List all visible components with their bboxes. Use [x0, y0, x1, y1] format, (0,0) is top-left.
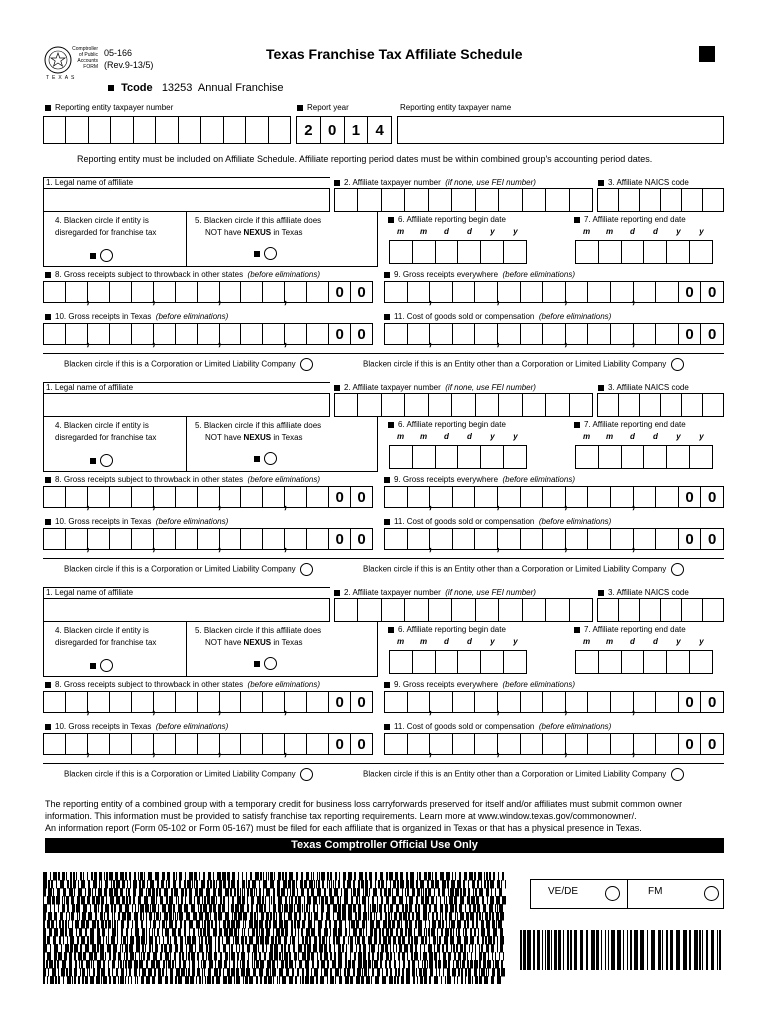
taxpayer-number-label: 2. Affiliate taxpayer number (if none, use FEI number)	[334, 383, 536, 392]
begin-date-label: 6. Affiliate reporting begin date	[388, 215, 506, 224]
naics-code-input[interactable]	[597, 188, 724, 212]
cogs-label: 11. Cost of goods sold or compensation (before eliminations)	[384, 517, 611, 526]
end-date-input[interactable]	[575, 240, 713, 264]
disregarded-label: 4. Blacken circle if entity is disregarded for franchise tax	[55, 421, 157, 442]
square-marker-icon	[45, 272, 51, 278]
begin-date-label: 6. Affiliate reporting begin date	[388, 420, 506, 429]
legal-name-label: 1. Legal name of affiliate	[46, 178, 134, 187]
barcode-right	[520, 930, 724, 970]
year-digit: 4	[375, 121, 384, 139]
year-digit: 1	[345, 117, 369, 143]
other-entity-option[interactable]: Blacken circle if this is an Entity other than a Corporation or Limited Liability Company	[363, 563, 684, 576]
year-digit: 0	[321, 117, 345, 143]
square-marker-icon	[254, 661, 260, 667]
throwback-receipts-input[interactable]	[43, 486, 373, 508]
affiliate-taxpayer-number-input[interactable]	[334, 598, 593, 622]
everywhere-label: 9. Gross receipts everywhere (before eliminations)	[384, 270, 575, 279]
texas-receipts-input[interactable]	[43, 733, 373, 755]
vede-label: VE/DE	[548, 886, 579, 897]
cents-digit: 0	[329, 487, 351, 507]
fm-circle[interactable]	[704, 885, 719, 903]
cents-digit: 0	[357, 693, 366, 711]
nexus-label: 5. Blacken circle if this affiliate does NOT have NEXUS in Texas	[195, 421, 322, 442]
begin-date-input[interactable]	[389, 445, 527, 469]
cogs-input[interactable]	[384, 733, 724, 755]
cents-digit: 0	[329, 692, 351, 712]
square-marker-icon	[574, 422, 580, 428]
cents-digit: 0	[679, 282, 702, 302]
divider	[43, 558, 724, 559]
end-date-label: 7. Affiliate reporting end date	[574, 625, 686, 634]
cents-digit: 0	[329, 734, 351, 754]
begin-date-input[interactable]	[389, 650, 527, 674]
throwback-receipts-input[interactable]	[43, 691, 373, 713]
circle-option-icon	[671, 358, 684, 371]
throwback-label: 8. Gross receipts subject to throwback in other states (before eliminations)	[45, 680, 320, 689]
square-marker-icon	[90, 458, 96, 464]
square-marker-icon	[334, 385, 340, 391]
everywhere-label: 9. Gross receipts everywhere (before eliminations)	[384, 680, 575, 689]
throwback-label: 8. Gross receipts subject to throwback in other states (before eliminations)	[45, 475, 320, 484]
circle-option-icon	[300, 768, 313, 781]
square-marker-icon	[384, 477, 390, 483]
circle-option-icon	[300, 358, 313, 371]
square-marker-icon	[384, 724, 390, 730]
circle-option-icon	[671, 768, 684, 781]
disregarded-label: 4. Blacken circle if entity is disregarded for franchise tax	[55, 216, 157, 237]
circle-option-icon	[100, 659, 113, 672]
report-year-label: Report year	[297, 103, 349, 112]
disregarded-circle[interactable]	[90, 452, 113, 470]
square-marker-icon	[574, 627, 580, 633]
square-marker-icon	[388, 627, 394, 633]
affiliate-section	[0, 177, 770, 382]
square-marker-icon	[384, 272, 390, 278]
circle-option-icon	[605, 886, 620, 901]
throwback-label: 8. Gross receipts subject to throwback in other states (before eliminations)	[45, 270, 320, 279]
disregarded-circle[interactable]	[90, 657, 113, 675]
everywhere-receipts-input[interactable]	[384, 281, 724, 303]
nexus-label: 5. Blacken circle if this affiliate does NOT have NEXUS in Texas	[195, 216, 322, 237]
begin-date-format: m m d d y y	[396, 227, 518, 236]
cents-digit: 0	[329, 282, 351, 302]
fm-label: FM	[648, 886, 663, 897]
circle-option-icon	[300, 563, 313, 576]
legal-name-input[interactable]	[43, 598, 330, 622]
circle-option-icon	[100, 454, 113, 467]
throwback-receipts-input[interactable]	[43, 281, 373, 303]
affiliate-section	[0, 587, 770, 792]
other-entity-option[interactable]: Blacken circle if this is an Entity other than a Corporation or Limited Liability Company	[363, 768, 684, 781]
nexus-circle[interactable]	[254, 655, 277, 673]
end-date-format: m m d d y y	[582, 432, 704, 441]
seal-text: TEXAS	[46, 75, 78, 81]
cents-digit: 0	[707, 735, 717, 753]
nexus-circle[interactable]	[254, 245, 277, 263]
disregarded-label: 4. Blacken circle if entity is disregarded for franchise tax	[55, 626, 157, 647]
taxpayer-number-label: 2. Affiliate taxpayer number (if none, use FEI number)	[334, 588, 536, 597]
square-marker-icon	[45, 519, 51, 525]
cents-digit: 0	[707, 283, 717, 301]
square-marker-icon	[45, 682, 51, 688]
cents-digit: 0	[679, 692, 702, 712]
vede-circle[interactable]	[605, 885, 620, 903]
legal-name-label: 1. Legal name of affiliate	[46, 383, 134, 392]
begin-date-label: 6. Affiliate reporting begin date	[388, 625, 506, 634]
texas-receipts-input[interactable]	[43, 323, 373, 345]
naics-label: 3. Affiliate NAICS code	[598, 178, 689, 187]
cents-digit: 0	[357, 325, 366, 343]
cents-digit: 0	[707, 693, 717, 711]
square-marker-icon	[598, 385, 604, 391]
cogs-input[interactable]	[384, 528, 724, 550]
begin-date-input[interactable]	[389, 240, 527, 264]
square-marker-icon	[334, 590, 340, 596]
square-marker-icon	[384, 519, 390, 525]
square-marker-icon	[334, 180, 340, 186]
square-marker-icon	[45, 477, 51, 483]
reporting-taxpayer-name-input[interactable]	[397, 116, 724, 144]
end-date-label: 7. Affiliate reporting end date	[574, 420, 686, 429]
legal-name-input[interactable]	[43, 188, 330, 212]
end-date-format: m m d d y y	[582, 637, 704, 646]
circle-option-icon	[100, 249, 113, 262]
end-date-input[interactable]	[575, 445, 713, 469]
legal-name-label: 1. Legal name of affiliate	[46, 588, 134, 597]
nexus-label: 5. Blacken circle if this affiliate does NOT have NEXUS in Texas	[195, 626, 322, 647]
square-marker-icon	[90, 663, 96, 669]
end-date-label: 7. Affiliate reporting end date	[574, 215, 686, 224]
taxpayer-number-label: 2. Affiliate taxpayer number (if none, use FEI number)	[334, 178, 536, 187]
end-date-input[interactable]	[575, 650, 713, 674]
nexus-circle[interactable]	[254, 450, 277, 468]
naics-code-input[interactable]	[597, 598, 724, 622]
cents-digit: 0	[679, 734, 702, 754]
square-marker-icon	[574, 217, 580, 223]
cogs-label: 11. Cost of goods sold or compensation (before eliminations)	[384, 312, 611, 321]
everywhere-receipts-input[interactable]	[384, 691, 724, 713]
corner-mark	[699, 46, 715, 62]
square-marker-icon	[384, 314, 390, 320]
square-marker-icon	[90, 253, 96, 259]
other-entity-option[interactable]: Blacken circle if this is an Entity other than a Corporation or Limited Liability Company	[363, 358, 684, 371]
square-marker-icon	[598, 180, 604, 186]
in-texas-label: 10. Gross receipts in Texas (before eliminations)	[45, 312, 228, 321]
report-year-input[interactable]	[296, 116, 392, 144]
affiliate-section	[0, 382, 770, 587]
cents-digit: 0	[357, 735, 366, 753]
barcode-left	[43, 872, 506, 984]
square-marker-icon	[45, 314, 51, 320]
square-marker-icon	[388, 217, 394, 223]
circle-option-icon	[704, 886, 719, 901]
corp-llc-option[interactable]: Blacken circle if this is a Corporation or Limited Liability Company	[64, 768, 313, 781]
square-marker-icon	[45, 105, 51, 111]
square-marker-icon	[108, 85, 114, 91]
square-marker-icon	[254, 456, 260, 462]
in-texas-label: 10. Gross receipts in Texas (before eliminations)	[45, 517, 228, 526]
cents-digit: 0	[707, 530, 717, 548]
cents-digit: 0	[679, 324, 702, 344]
cents-digit: 0	[679, 487, 702, 507]
cogs-label: 11. Cost of goods sold or compensation (before eliminations)	[384, 722, 611, 731]
page-title: Texas Franchise Tax Affiliate Schedule	[266, 46, 523, 62]
circle-option-icon	[671, 563, 684, 576]
square-marker-icon	[384, 682, 390, 688]
cents-digit: 0	[357, 488, 366, 506]
tcode-line: Tcode 13253 Annual Franchise	[108, 82, 284, 94]
comptroller-seal	[44, 46, 72, 74]
official-use-banner: Texas Comptroller Official Use Only	[45, 838, 724, 853]
reporting-taxpayer-number-input[interactable]	[43, 116, 291, 144]
taxpayer-number-label: Reporting entity taxpayer number	[45, 103, 173, 112]
taxpayer-name-label: Reporting entity taxpayer name	[400, 103, 512, 112]
cents-digit: 0	[329, 324, 351, 344]
corp-llc-option[interactable]: Blacken circle if this is a Corporation or Limited Liability Company	[64, 563, 313, 576]
cents-digit: 0	[357, 530, 366, 548]
end-date-format: m m d d y y	[582, 227, 704, 236]
cents-digit: 0	[329, 529, 351, 549]
naics-label: 3. Affiliate NAICS code	[598, 383, 689, 392]
naics-code-input[interactable]	[597, 393, 724, 417]
affiliate-taxpayer-number-input[interactable]	[334, 393, 593, 417]
begin-date-format: m m d d y y	[396, 637, 518, 646]
square-marker-icon	[254, 251, 260, 257]
begin-date-format: m m d d y y	[396, 432, 518, 441]
form-revision: (Rev.9-13/5)	[104, 60, 154, 70]
cents-digit: 0	[707, 488, 717, 506]
cogs-input[interactable]	[384, 323, 724, 345]
divider	[627, 879, 628, 909]
circle-option-icon	[264, 657, 277, 670]
cents-digit: 0	[707, 325, 717, 343]
everywhere-receipts-input[interactable]	[384, 486, 724, 508]
year-digit: 2	[297, 117, 321, 143]
agency-name: Comptroller of Public Accounts FORM	[72, 46, 98, 70]
texas-receipts-input[interactable]	[43, 528, 373, 550]
disregarded-circle[interactable]	[90, 247, 113, 265]
affiliate-taxpayer-number-input[interactable]	[334, 188, 593, 212]
cents-digit: 0	[679, 529, 702, 549]
in-texas-label: 10. Gross receipts in Texas (before eliminations)	[45, 722, 228, 731]
form-number: 05-166	[104, 48, 133, 58]
square-marker-icon	[45, 724, 51, 730]
everywhere-label: 9. Gross receipts everywhere (before eliminations)	[384, 475, 575, 484]
reporting-note: Reporting entity must be included on Affiliate Schedule. Affiliate reporting period dates must be within combined group's accounting period dates.	[77, 154, 653, 164]
square-marker-icon	[297, 105, 303, 111]
naics-label: 3. Affiliate NAICS code	[598, 588, 689, 597]
corp-llc-option[interactable]: Blacken circle if this is a Corporation or Limited Liability Company	[64, 358, 313, 371]
cents-digit: 0	[357, 283, 366, 301]
circle-option-icon	[264, 247, 277, 260]
square-marker-icon	[598, 590, 604, 596]
divider	[43, 763, 724, 764]
footer-text: The reporting entity of a combined group with a temporary credit for business loss carryforwards preserved for itself and/or affiliates must submit common owner information. This information must be provided to satisfy franchise tax reporting requirements. Learn more at www.window.texas.gov/commonowner/. An information report (Form 05-102 or Form 05-167) must be filed for each affiliate that is organized in Texas or that has a physical presence in Texas.	[45, 799, 683, 833]
square-marker-icon	[388, 422, 394, 428]
legal-name-input[interactable]	[43, 393, 330, 417]
circle-option-icon	[264, 452, 277, 465]
divider	[43, 353, 724, 354]
